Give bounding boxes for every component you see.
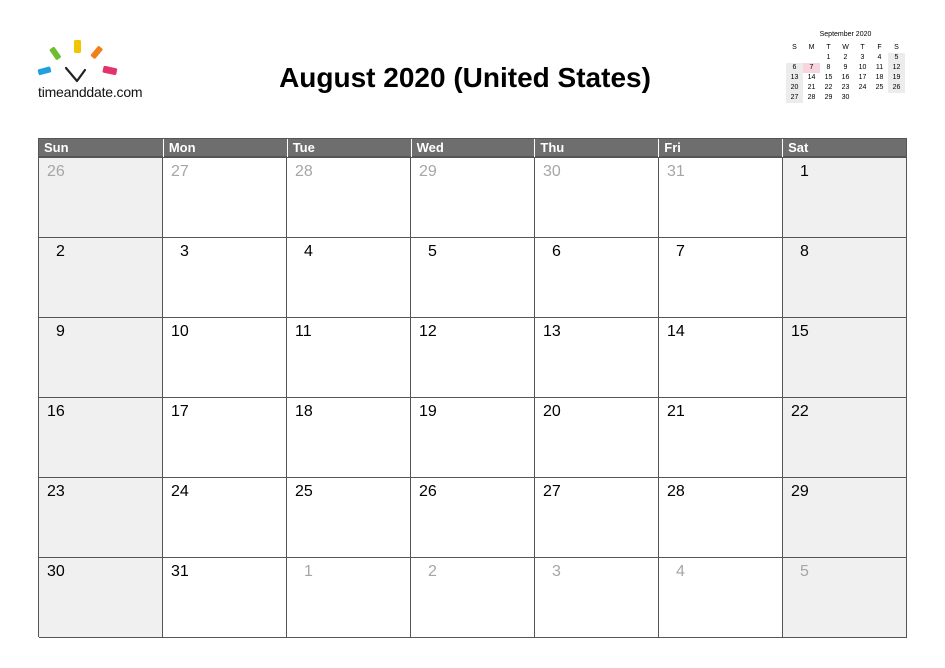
day-number: 4 (304, 243, 313, 260)
day-number: 5 (800, 563, 809, 580)
mini-day: 1 (826, 54, 831, 61)
day-number: 25 (295, 483, 313, 500)
day-number: 30 (47, 563, 65, 580)
mini-calendar (786, 30, 905, 103)
day-number: 7 (676, 243, 685, 260)
mini-day: 30 (841, 94, 850, 101)
day-cell (411, 558, 535, 638)
mini-weekday-label: S (894, 44, 899, 51)
day-number: 1 (800, 163, 809, 180)
day-cell (411, 318, 535, 398)
mini-day: 2 (843, 54, 848, 61)
day-number: 26 (47, 163, 65, 180)
weekday-label: Sat (782, 139, 906, 157)
mini-calendar-title: September 2020 (819, 31, 872, 38)
day-cell (287, 238, 411, 318)
day-number: 14 (667, 323, 685, 340)
mini-day: 14 (807, 74, 816, 81)
day-number: 19 (419, 403, 437, 420)
day-cell (39, 158, 163, 238)
day-cell (659, 398, 783, 478)
day-number: 10 (171, 323, 189, 340)
day-cell (287, 158, 411, 238)
day-number: 31 (667, 163, 685, 180)
weekday-label: Fri (658, 139, 782, 157)
timeanddate-logo (36, 38, 166, 102)
day-number: 18 (295, 403, 313, 420)
day-cell (411, 398, 535, 478)
mini-day: 8 (826, 64, 831, 71)
mini-weekday-label: T (826, 44, 831, 51)
day-number: 21 (667, 403, 685, 420)
day-number: 9 (56, 323, 65, 340)
mini-day (888, 93, 905, 103)
mini-day: 3 (860, 54, 865, 61)
day-cell (163, 318, 287, 398)
day-cell (783, 398, 907, 478)
mini-day: 15 (824, 74, 833, 81)
day-cell (535, 398, 659, 478)
month-calendar (38, 138, 907, 636)
day-number: 4 (676, 563, 685, 580)
day-cell (535, 158, 659, 238)
day-cell (39, 398, 163, 478)
mini-day: 12 (888, 63, 905, 73)
day-cell (535, 478, 659, 558)
day-cell (287, 318, 411, 398)
day-cell (163, 158, 287, 238)
day-cell (411, 158, 535, 238)
day-number: 3 (180, 243, 189, 260)
day-number: 29 (419, 163, 437, 180)
day-number: 24 (171, 483, 189, 500)
mini-day: 27 (786, 93, 803, 103)
day-cell (659, 558, 783, 638)
day-cell (783, 558, 907, 638)
mini-day (786, 53, 803, 63)
mini-weekday-label: M (808, 44, 815, 51)
day-cell (659, 158, 783, 238)
mini-day: 24 (858, 84, 867, 91)
day-number: 13 (543, 323, 561, 340)
mini-day: 7 (803, 63, 820, 73)
day-number: 6 (552, 243, 561, 260)
mini-day: 6 (786, 63, 803, 73)
day-number: 27 (171, 163, 189, 180)
mini-day (871, 93, 888, 103)
mini-day: 11 (875, 64, 884, 71)
weekday-label: Mon (163, 139, 287, 157)
day-cell (783, 238, 907, 318)
weekday-label: Tue (287, 139, 411, 157)
day-cell (287, 478, 411, 558)
day-number: 3 (552, 563, 561, 580)
mini-day: 9 (843, 64, 848, 71)
mini-day: 25 (875, 84, 884, 91)
day-cell (39, 478, 163, 558)
day-number: 2 (428, 563, 437, 580)
weekday-label: Wed (411, 139, 535, 157)
day-cell (39, 558, 163, 638)
weekday-label: Sun (44, 140, 69, 155)
mini-day: 13 (786, 73, 803, 83)
mini-calendar-grid (786, 43, 905, 103)
day-grid (38, 157, 907, 637)
day-number: 15 (791, 323, 809, 340)
mini-day (803, 53, 820, 63)
day-number: 8 (800, 243, 809, 260)
day-number: 5 (428, 243, 437, 260)
page-title: August 2020 (United States) (279, 62, 651, 93)
day-cell (163, 398, 287, 478)
logo-clock-icon (36, 38, 126, 84)
day-number: 28 (667, 483, 685, 500)
day-cell (39, 318, 163, 398)
day-cell (783, 478, 907, 558)
mini-day: 17 (858, 74, 867, 81)
mini-day: 18 (875, 74, 884, 81)
mini-day: 19 (888, 73, 905, 83)
day-cell (287, 558, 411, 638)
day-cell (535, 558, 659, 638)
mini-day: 26 (888, 83, 905, 93)
day-cell (411, 238, 535, 318)
day-cell (163, 238, 287, 318)
day-number: 28 (295, 163, 313, 180)
day-number: 23 (47, 483, 65, 500)
weekday-header (38, 138, 907, 157)
day-cell (39, 238, 163, 318)
day-cell (659, 318, 783, 398)
day-number: 17 (171, 403, 189, 420)
mini-day: 5 (888, 53, 905, 63)
mini-weekday-label: F (877, 44, 882, 51)
mini-day: 10 (858, 64, 867, 71)
mini-weekday-label: S (792, 44, 797, 51)
day-cell (163, 478, 287, 558)
mini-day: 29 (824, 94, 833, 101)
day-cell (783, 158, 907, 238)
day-number: 2 (56, 243, 65, 260)
mini-day: 16 (841, 74, 850, 81)
day-cell (411, 478, 535, 558)
mini-day: 4 (877, 54, 882, 61)
day-cell (783, 318, 907, 398)
mini-day: 20 (786, 83, 803, 93)
day-number: 11 (295, 323, 312, 340)
day-cell (287, 398, 411, 478)
mini-day: 28 (807, 94, 816, 101)
mini-day (854, 93, 871, 103)
day-number: 22 (791, 403, 809, 420)
day-number: 12 (419, 323, 437, 340)
mini-day: 21 (807, 84, 816, 91)
weekday-label: Thu (534, 139, 658, 157)
mini-weekday-label: W (842, 44, 849, 51)
day-number: 26 (419, 483, 437, 500)
day-number: 31 (171, 563, 189, 580)
day-cell (535, 318, 659, 398)
day-number: 20 (543, 403, 561, 420)
day-number: 27 (543, 483, 561, 500)
day-number: 1 (304, 563, 313, 580)
day-cell (659, 478, 783, 558)
day-cell (659, 238, 783, 318)
mini-day: 22 (824, 84, 833, 91)
logo-text: timeanddate.com (38, 84, 143, 100)
mini-day: 23 (841, 84, 850, 91)
day-cell (163, 558, 287, 638)
day-number: 16 (47, 403, 65, 420)
day-cell (535, 238, 659, 318)
mini-weekday-label: T (860, 44, 865, 51)
day-number: 29 (791, 483, 809, 500)
day-number: 30 (543, 163, 561, 180)
